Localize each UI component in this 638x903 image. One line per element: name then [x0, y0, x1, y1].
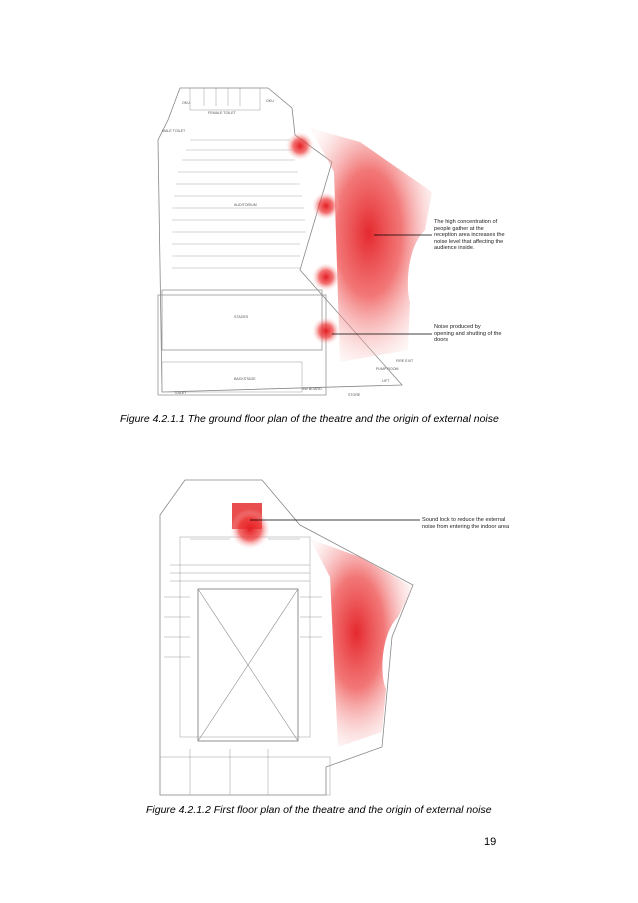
- stages-label: STAGES: [234, 315, 249, 319]
- first-floor-plan: [150, 477, 420, 797]
- lift-label: LIFT: [382, 379, 390, 383]
- high-concentration-note: The high concentration of people gather at the reception area increases the noise level that affecting the audience inside.: [434, 219, 505, 252]
- sw-board-label: SW BOARD: [302, 387, 322, 391]
- door-noise-source: [312, 317, 340, 345]
- auditorium-label: AUDITORIUM: [234, 203, 257, 207]
- page-number: 19: [484, 836, 497, 848]
- male-toilet-label: MALE TOILET: [162, 129, 186, 133]
- sound-lock-note: Sound lock to reduce the external noise from entering the indoor area: [422, 517, 510, 530]
- figure2-caption: Figure 4.2.1.2 First floor plan of the theatre and the origin of external noise: [146, 804, 492, 816]
- door-noise-source: [312, 192, 340, 220]
- door-noise-source: [312, 263, 340, 291]
- oku-right-label: OKU: [266, 99, 274, 103]
- door-noise-source: [286, 132, 314, 160]
- backstage-label: BACKSTAGE: [234, 377, 256, 381]
- reception-noise-zone: [310, 539, 413, 747]
- ground-floor-plan: [150, 80, 440, 405]
- door-noise-note: Noise produced by opening and shutting of the doors: [434, 324, 502, 344]
- sound-lock-noise: [230, 509, 270, 549]
- pump-room-label: PUMP ROOM: [376, 367, 399, 371]
- oku-left-label: OKU: [182, 101, 190, 105]
- female-toilet-label: FEMALE TOILET: [208, 111, 236, 115]
- store-label: STORE: [348, 393, 361, 397]
- figure1-caption: Figure 4.2.1.1 The ground floor plan of the theatre and the origin of external noise: [120, 413, 499, 425]
- fire-exit-label: FIRE EXIT: [396, 359, 414, 363]
- toilet-label: TOILET: [174, 391, 187, 395]
